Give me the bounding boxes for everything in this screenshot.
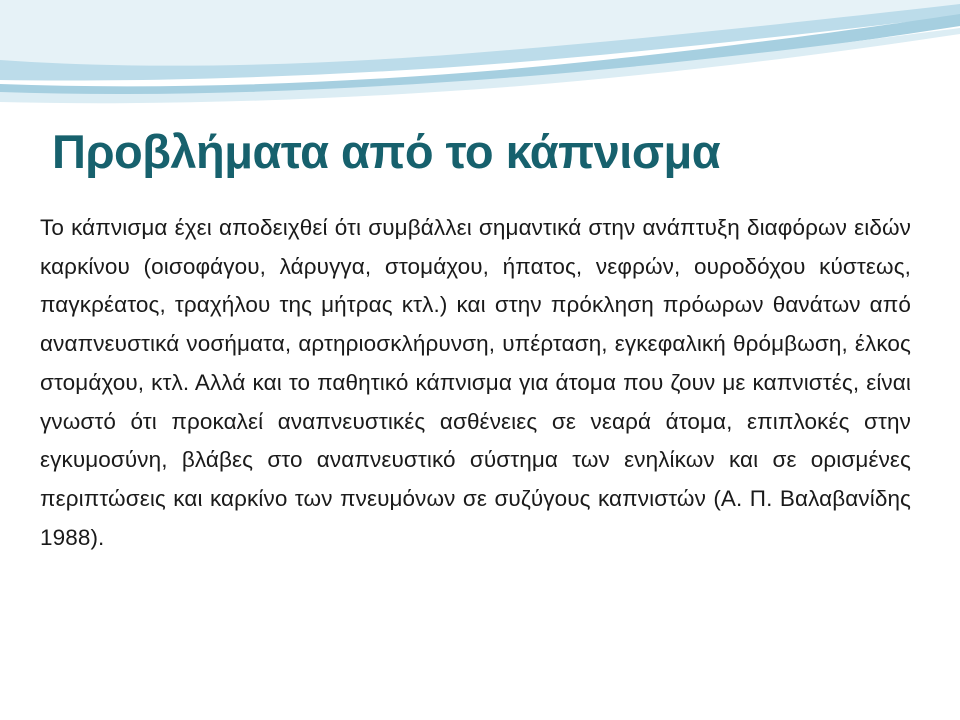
decorative-wave-header: [0, 0, 960, 110]
slide-title: Προβλήματα από το κάπνισμα: [52, 125, 721, 178]
slide-body-text: Το κάπνισμα έχει αποδειχθεί ότι συμβάλλει σημαντικά στην ανάπτυξη διαφόρων ειδών καρκίνου (οισοφάγου, λάρυγγα, στομάχου, ήπατος, νεφρών, ουροδόχου κύστεως, παγκρέατος, τραχήλου της μήτρας κτλ.) και στην πρόκληση πρόωρων θανάτων από αναπνευστικά νοσήματα, αρτηριοσκλήρυνση, υπέρταση, εγκεφαλική θρόμβωση, έλκος στομάχου, κτλ. Αλλά και το παθητικό κάπνισμα για άτομα που ζουν με καπνιστές, είναι γνωστό ότι προκαλεί αναπνευστικές ασθένειες σε νεαρά άτομα, επιπλοκές στην εγκυμοσύνη, βλάβες στο αναπνευστικό σύστημα των ενηλίκων και σε ορισμένες περιπτώσεις και καρκίνο των πνευμόνων σε συζύγους καπνιστών (Α. Π. Βαλαβανίδης 1988).: [40, 215, 911, 550]
